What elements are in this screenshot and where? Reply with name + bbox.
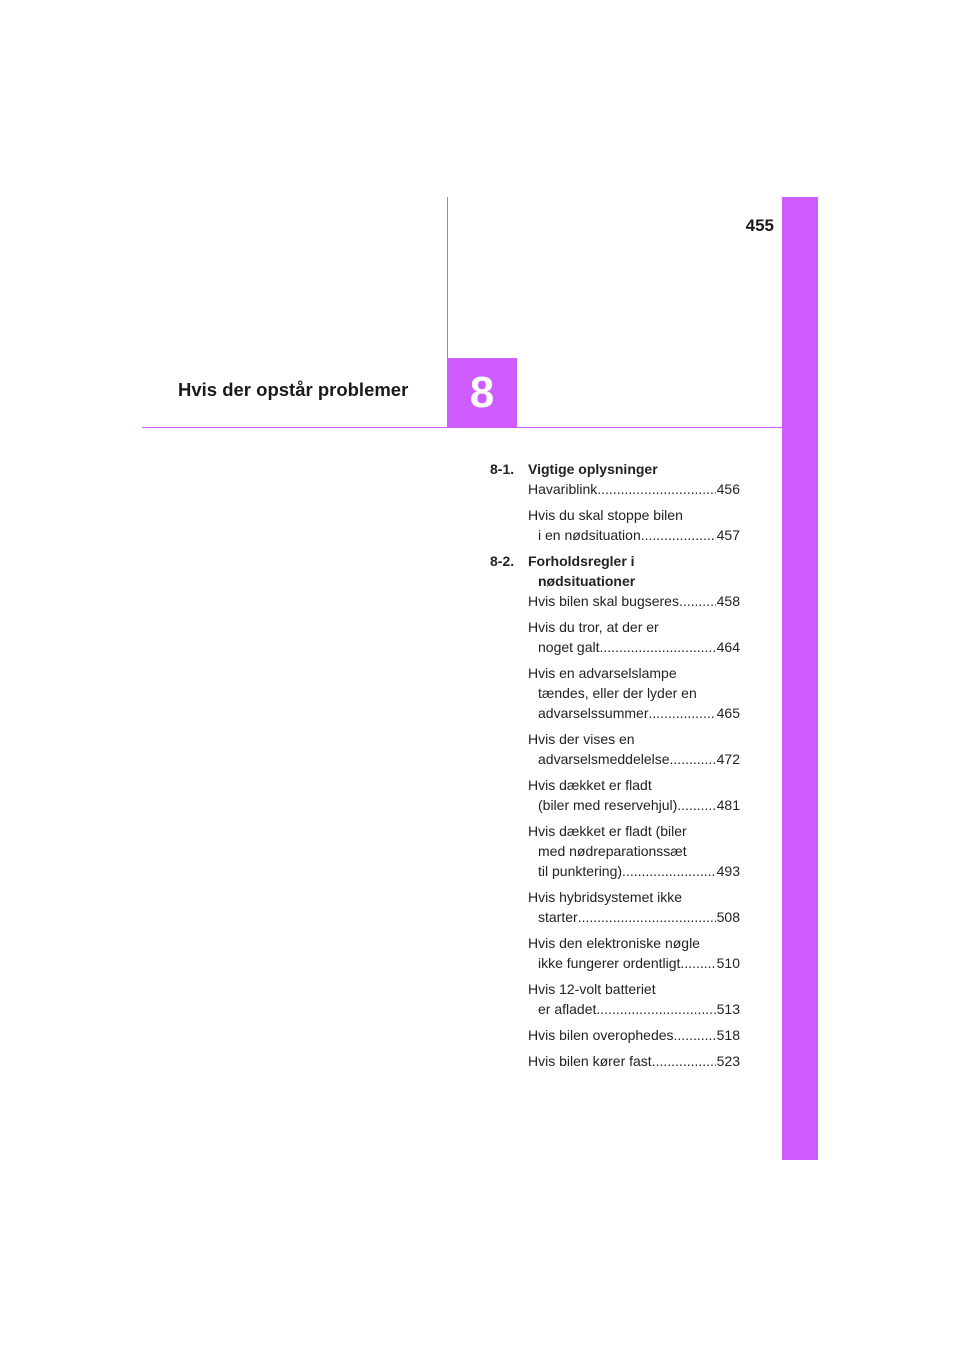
entry-page: 508 [716, 909, 740, 925]
entry-text: Hvis du skal stoppe bilen [528, 507, 683, 523]
section-number: 8-2. [490, 553, 515, 569]
entry-last-line [528, 1025, 740, 1045]
section-heading [490, 459, 740, 479]
entry-page: 518 [716, 1027, 740, 1043]
entry-page: 481 [716, 797, 740, 813]
entry-text: ikke fungerer ordentligt [538, 955, 681, 971]
section-title-line: nødsituationer [538, 573, 636, 589]
entry-text: noget galt [538, 639, 600, 655]
entry-page: 456 [716, 481, 740, 497]
divider-vertical [447, 197, 448, 358]
entry-last-line [528, 953, 740, 973]
entry-page: 464 [716, 639, 740, 655]
entry-text: er afladet [538, 1001, 597, 1017]
dot-leader [622, 861, 716, 881]
section-heading [490, 551, 740, 591]
toc-entry[interactable] [528, 663, 740, 723]
dot-leader [652, 1051, 716, 1071]
entry-text: advarselssummer [538, 705, 649, 721]
entry-text: Hvis dækket er fladt [528, 777, 652, 793]
entry-text: Hvis 12-volt batteriet [528, 981, 656, 997]
entry-last-line [528, 1051, 740, 1071]
dot-leader [596, 999, 715, 1019]
toc-section [490, 551, 740, 1071]
divider-horizontal [142, 427, 782, 428]
dot-leader [670, 749, 716, 769]
section-number: 8-1. [490, 461, 515, 477]
table-of-contents [490, 459, 740, 1077]
entry-last-line [528, 591, 740, 611]
entry-text: Hvis en advarselslampe [528, 665, 677, 681]
entry-text: Hvis dækket er fladt (biler [528, 823, 687, 839]
section-title [528, 551, 740, 591]
entry-last-line [528, 795, 740, 815]
entry-page: 513 [716, 1001, 740, 1017]
toc-entry[interactable] [528, 591, 740, 611]
entry-text: tændes, eller der lyder en [538, 685, 697, 701]
entry-last-line [528, 637, 740, 657]
section-title-line: Forholdsregler i [528, 553, 635, 569]
entry-page: 458 [716, 593, 740, 609]
entry-page: 472 [716, 751, 740, 767]
dot-leader [679, 591, 716, 611]
entry-text: Havariblink [528, 481, 598, 497]
entry-page: 465 [716, 705, 740, 721]
entry-page: 457 [716, 527, 740, 543]
toc-entry[interactable] [528, 1025, 740, 1045]
entry-last-line [528, 525, 740, 545]
toc-entry[interactable] [528, 775, 740, 815]
toc-section [490, 459, 740, 545]
entry-last-line [528, 479, 740, 499]
toc-entry[interactable] [528, 617, 740, 657]
chapter-side-tab [782, 197, 818, 1160]
entry-text: Hvis bilen skal bugseres [528, 593, 679, 609]
toc-entry[interactable] [528, 821, 740, 881]
entry-text: (biler med reservehjul) [538, 797, 678, 813]
toc-entry[interactable] [528, 729, 740, 769]
entry-text: advarselsmeddelelse [538, 751, 670, 767]
dot-leader [597, 479, 715, 499]
entry-page: 523 [716, 1053, 740, 1069]
dot-leader [674, 1025, 716, 1045]
entry-text: med nødreparationssæt [538, 843, 687, 859]
dot-leader [578, 907, 716, 927]
entry-last-line [528, 703, 740, 723]
page-number: 455 [745, 216, 774, 235]
chapter-title: Hvis der opstår problemer [178, 379, 409, 400]
toc-entry[interactable] [528, 505, 740, 545]
dot-leader [648, 703, 715, 723]
entry-list [490, 479, 740, 545]
entry-text: Hvis hybridsystemet ikke [528, 889, 683, 905]
entry-last-line [528, 749, 740, 769]
entry-text: Hvis bilen overophedes [528, 1027, 674, 1043]
entry-text: Hvis du tror, at der er [528, 619, 659, 635]
dot-leader [677, 795, 715, 815]
toc-entry[interactable] [528, 479, 740, 499]
toc-entry[interactable] [528, 887, 740, 927]
dot-leader [680, 953, 715, 973]
chapter-number-box: 8 [447, 358, 517, 427]
entry-text: Hvis der vises en [528, 731, 635, 747]
entry-page: 510 [716, 955, 740, 971]
dot-leader [641, 525, 716, 545]
entry-last-line [528, 861, 740, 881]
toc-entry[interactable] [528, 933, 740, 973]
entry-last-line [528, 907, 740, 927]
section-title-line: Vigtige oplysninger [528, 461, 658, 477]
entry-text: Hvis bilen kører fast [528, 1053, 652, 1069]
toc-entry[interactable] [528, 1051, 740, 1071]
section-title [528, 459, 740, 479]
toc-entry[interactable] [528, 979, 740, 1019]
entry-list [490, 591, 740, 1071]
entry-last-line [528, 999, 740, 1019]
dot-leader [600, 637, 716, 657]
entry-text: starter [538, 909, 578, 925]
entry-page: 493 [716, 863, 740, 879]
entry-text: i en nødsituation [538, 527, 641, 543]
entry-text: til punktering) [538, 863, 623, 879]
entry-text: Hvis den elektroniske nøgle [528, 935, 700, 951]
